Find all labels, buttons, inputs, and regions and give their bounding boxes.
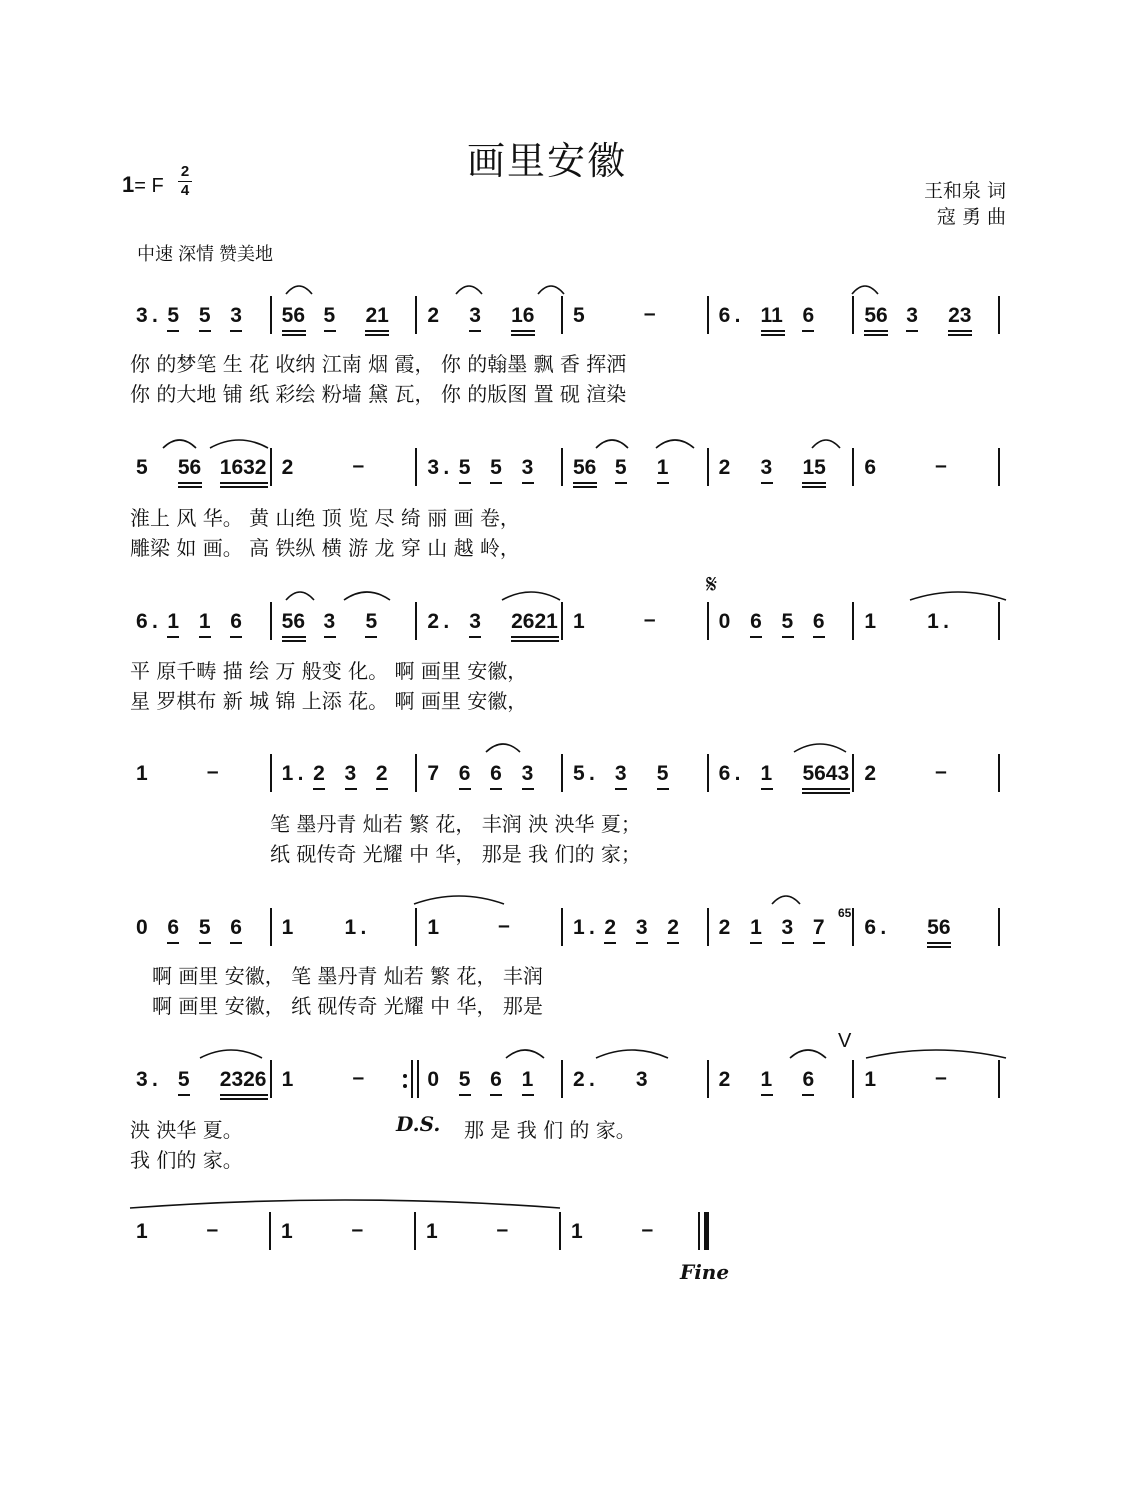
- barline: [415, 908, 417, 946]
- barline: [561, 754, 563, 792]
- lyric-line: 纸 砚传奇 光耀 中 华， 那是 我 们的 家；: [270, 842, 641, 866]
- barline: [270, 754, 272, 792]
- note: 3: [521, 456, 534, 479]
- beam-line: [813, 942, 825, 944]
- note: 5: [198, 304, 211, 327]
- beam-line: [522, 788, 534, 790]
- slur: [506, 1050, 544, 1058]
- note: 3: [323, 610, 336, 633]
- note: 1: [864, 610, 877, 633]
- note: 2: [667, 916, 679, 939]
- note: 1: [344, 916, 357, 939]
- barline: [852, 754, 854, 792]
- note: 0: [718, 610, 731, 633]
- slur: [794, 744, 846, 752]
- lyric-line: 啊 画里 安徽， 纸 砚传奇 光耀 中 华， 那是: [152, 994, 543, 1018]
- note: 1: [136, 1220, 148, 1243]
- beam-line: [178, 1094, 190, 1096]
- beam-line: [365, 334, 389, 336]
- slur: [656, 440, 694, 448]
- barline: [561, 1060, 563, 1098]
- note: 2326: [219, 1068, 267, 1091]
- dash-mark: –: [935, 1066, 947, 1089]
- lyric-line-ds: 那 是 我 们 的 家。: [464, 1118, 636, 1142]
- beam-line: [199, 942, 211, 944]
- note: 5643: [802, 762, 850, 785]
- note: 5: [573, 762, 585, 785]
- note: 6: [490, 1068, 502, 1091]
- beam-line: [782, 942, 794, 944]
- beam-line: [376, 788, 388, 790]
- note: 6: [718, 762, 731, 785]
- note: 0: [136, 916, 148, 939]
- augmentation-dot: .: [443, 610, 450, 633]
- note: 3: [760, 456, 773, 479]
- key-signature: [122, 172, 164, 198]
- final-barline-thin: [698, 1212, 700, 1250]
- note: 5: [458, 1068, 471, 1091]
- time-signature-top: 2: [180, 163, 190, 180]
- beam-line: [802, 788, 850, 790]
- beam-line: [761, 1094, 773, 1096]
- note: 3: [781, 916, 794, 939]
- beam-line: [199, 330, 211, 332]
- barline: [559, 1212, 561, 1250]
- note: 3: [521, 762, 534, 785]
- note: 6: [864, 916, 877, 939]
- barline: [270, 296, 272, 334]
- barline: [561, 448, 563, 486]
- beam-line: [864, 330, 888, 332]
- dash-mark: –: [498, 914, 510, 937]
- barline: [998, 448, 1000, 486]
- beam-line: [511, 636, 559, 638]
- slur: [486, 744, 520, 752]
- beam-line: [761, 334, 785, 336]
- beam-line: [230, 942, 242, 944]
- beam-line: [220, 486, 268, 488]
- note: 11: [760, 304, 783, 327]
- beam-line: [469, 330, 481, 332]
- note: 6: [864, 456, 877, 479]
- beam-line: [167, 942, 179, 944]
- barline: [561, 908, 563, 946]
- slur: [596, 1050, 668, 1058]
- dash-mark: –: [352, 454, 365, 477]
- note: 1: [573, 610, 585, 633]
- note: 5: [198, 916, 211, 939]
- beam-line: [230, 636, 242, 638]
- grace-notes: 65: [838, 906, 852, 920]
- beam-line: [657, 482, 669, 484]
- note: 1: [760, 762, 773, 785]
- note: 3: [136, 304, 148, 327]
- beam-line: [636, 942, 648, 944]
- dash-mark: –: [935, 760, 947, 783]
- note: 6: [802, 304, 815, 327]
- note: 1: [426, 1220, 438, 1243]
- beam-line: [459, 1094, 471, 1096]
- barline: [270, 448, 272, 486]
- note: 2: [573, 1068, 585, 1091]
- breath-mark: V: [838, 1030, 852, 1052]
- note: 5: [136, 456, 148, 479]
- ds-marking: D.S.: [396, 1112, 441, 1136]
- beam-line: [604, 942, 616, 944]
- repeat-barline: [417, 1060, 419, 1098]
- beam-line: [167, 636, 179, 638]
- beam-line: [199, 636, 211, 638]
- barline: [998, 754, 1000, 792]
- slur: [456, 286, 482, 294]
- dash-mark: –: [935, 454, 947, 477]
- time-signature-bottom: 4: [180, 182, 190, 199]
- note: 2: [281, 456, 294, 479]
- note: 3: [427, 456, 440, 479]
- note: 3: [344, 762, 357, 785]
- lyric-line: 泱 泱华 夏。: [130, 1118, 243, 1142]
- note: 7: [812, 916, 825, 939]
- barline: [269, 1212, 271, 1250]
- slur: [286, 592, 314, 600]
- augmentation-dot: .: [152, 304, 158, 327]
- slur: [130, 1200, 560, 1208]
- key-number: 1: [122, 172, 135, 197]
- note: 1: [571, 1220, 583, 1243]
- note: 1: [427, 916, 440, 939]
- barline: [414, 1212, 416, 1250]
- note: 3: [635, 916, 648, 939]
- note: 2: [864, 762, 877, 785]
- beam-line: [864, 334, 888, 336]
- augmentation-dot: .: [943, 610, 949, 633]
- note: 6: [718, 304, 731, 327]
- beam-line: [511, 640, 559, 642]
- note: 2: [718, 1068, 731, 1091]
- barline: [561, 296, 563, 334]
- barline: [415, 296, 417, 334]
- slur: [210, 440, 268, 448]
- note: 6: [458, 762, 471, 785]
- beam-line: [511, 330, 535, 332]
- barline: [998, 1060, 1000, 1098]
- beam-line: [345, 788, 357, 790]
- beam-line: [282, 636, 306, 638]
- slur: [163, 440, 196, 448]
- beam-line: [490, 1094, 502, 1096]
- beam-line: [490, 788, 502, 790]
- dash-mark: –: [496, 1218, 509, 1241]
- note: 5: [490, 456, 502, 479]
- augmentation-dot: .: [880, 916, 887, 939]
- lyric-line: 啊 画里 安徽， 笔 墨丹青 灿若 繁 花， 丰润: [152, 964, 543, 988]
- barline: [270, 1060, 272, 1098]
- note: 0: [427, 1068, 440, 1091]
- lyric-line: 你 的大地 铺 纸 彩绘 粉墙 黛 瓦， 你 的版图 置 砚 渲染: [130, 382, 627, 406]
- beam-line: [948, 334, 972, 336]
- beam-line: [927, 942, 951, 944]
- beam-line: [522, 482, 534, 484]
- note: 3: [469, 304, 481, 327]
- beam-line: [927, 946, 951, 948]
- augmentation-dot: .: [297, 762, 304, 785]
- note: 6: [230, 610, 242, 633]
- lyricist-credit: 王和泉 词: [923, 180, 1006, 202]
- beam-line: [313, 788, 325, 790]
- repeat-dot: [403, 1084, 407, 1088]
- note: 2: [313, 762, 325, 785]
- note: 1: [167, 610, 180, 633]
- note: 1: [281, 762, 294, 785]
- augmentation-dot: .: [152, 1068, 158, 1091]
- note: 1: [198, 610, 211, 633]
- note: 6: [136, 610, 148, 633]
- beam-line: [282, 640, 306, 642]
- augmentation-dot: .: [734, 304, 741, 327]
- beam-line: [167, 330, 179, 332]
- dash-mark: –: [206, 1218, 219, 1241]
- barline: [561, 602, 563, 640]
- beam-line: [220, 1098, 268, 1100]
- segno-sign: 𝄋: [706, 570, 718, 600]
- note: 2: [718, 916, 731, 939]
- note: 2: [375, 762, 388, 785]
- note: 56: [281, 304, 306, 327]
- augmentation-dot: .: [443, 456, 450, 479]
- note: 3: [635, 1068, 648, 1091]
- composer-credit: 寇 勇 曲: [936, 206, 1006, 228]
- augmentation-dot: .: [360, 916, 367, 939]
- note: 6: [802, 1068, 815, 1091]
- key-text: = F: [134, 175, 164, 197]
- note: 6: [230, 916, 242, 939]
- beam-line: [667, 942, 679, 944]
- note: 3: [906, 304, 918, 327]
- beam-line: [906, 330, 918, 332]
- note: 1: [136, 762, 148, 785]
- barline: [852, 908, 854, 946]
- note: 15: [802, 456, 826, 479]
- slur: [200, 1050, 262, 1058]
- beam-line: [220, 1094, 268, 1096]
- note: 5: [167, 304, 180, 327]
- note: 1: [656, 456, 669, 479]
- lyric-line: 淮上 风 华。 黄 山绝 顶 览 尽 绮 丽 画 卷，: [130, 506, 520, 530]
- augmentation-dot: .: [589, 762, 595, 785]
- beam-line: [324, 330, 336, 332]
- note: 56: [177, 456, 202, 479]
- song-title: 画里安徽: [466, 139, 627, 183]
- beam-line: [948, 330, 972, 332]
- note: 3: [469, 610, 481, 633]
- slur: [866, 1050, 1006, 1058]
- barline: [270, 602, 272, 640]
- beam-line: [282, 334, 306, 336]
- note: 1: [573, 916, 585, 939]
- barline: [852, 448, 854, 486]
- beam-line: [178, 482, 202, 484]
- lyric-line: 你 的梦笔 生 花 收纳 江南 烟 霞， 你 的翰墨 飘 香 挥洒: [130, 352, 627, 376]
- note: 6: [812, 610, 825, 633]
- note: 1: [281, 1220, 293, 1243]
- tempo-marking: 中速 深情 赞美地: [137, 244, 274, 264]
- beam-line: [469, 636, 481, 638]
- slur: [286, 286, 312, 294]
- beam-line: [761, 330, 785, 332]
- beam-line: [802, 1094, 814, 1096]
- note: 56: [864, 304, 888, 327]
- note: 5: [573, 304, 585, 327]
- dash-mark: –: [206, 760, 219, 783]
- beam-line: [282, 330, 306, 332]
- repeat-barline: [411, 1060, 413, 1098]
- note: 5: [781, 610, 794, 633]
- beam-line: [220, 482, 268, 484]
- beam-line: [802, 482, 826, 484]
- beam-line: [802, 792, 850, 794]
- barline: [852, 296, 854, 334]
- note: 6: [750, 610, 762, 633]
- beam-line: [365, 636, 377, 638]
- fine-marking: Fine: [680, 1260, 730, 1284]
- note: 3: [614, 762, 627, 785]
- dash-mark: –: [352, 1066, 365, 1089]
- dash-mark: –: [641, 1218, 654, 1241]
- beam-line: [657, 788, 669, 790]
- note: 56: [281, 610, 306, 633]
- slur: [414, 896, 504, 904]
- note: 2: [427, 304, 440, 327]
- slur: [772, 896, 800, 904]
- slur: [852, 286, 878, 294]
- augmentation-dot: .: [589, 1068, 595, 1091]
- beam-line: [761, 482, 773, 484]
- note: 3: [230, 304, 242, 327]
- barline: [998, 602, 1000, 640]
- note: 23: [948, 304, 972, 327]
- beam-line: [573, 486, 597, 488]
- note: 5: [458, 456, 471, 479]
- barline: [707, 296, 709, 334]
- lyric-line: 星 罗棋布 新 城 锦 上添 花。 啊 画里 安徽，: [130, 689, 528, 713]
- note: 5: [323, 304, 336, 327]
- note: 1: [281, 1068, 294, 1091]
- slur: [502, 592, 560, 600]
- beam-line: [802, 486, 826, 488]
- note: 1: [281, 916, 294, 939]
- beam-line: [511, 334, 535, 336]
- lyric-line: 我 们的 家。: [130, 1148, 243, 1172]
- barline: [707, 448, 709, 486]
- barline: [415, 754, 417, 792]
- note: 1632: [219, 456, 267, 479]
- lyric-line: 笔 墨丹青 灿若 繁 花， 丰润 泱 泱华 夏；: [270, 812, 641, 836]
- slur: [596, 440, 628, 448]
- beam-line: [750, 636, 762, 638]
- note: 2: [427, 610, 440, 633]
- slur: [790, 1050, 826, 1058]
- augmentation-dot: .: [589, 916, 595, 939]
- barline: [707, 908, 709, 946]
- note: 1: [750, 916, 762, 939]
- dash-mark: –: [643, 608, 656, 631]
- beam-line: [490, 482, 502, 484]
- barline: [852, 1060, 854, 1098]
- barline: [707, 754, 709, 792]
- note: 2: [604, 916, 617, 939]
- note: 3: [136, 1068, 148, 1091]
- slur: [344, 592, 390, 600]
- beam-line: [761, 788, 773, 790]
- note: 5: [177, 1068, 190, 1091]
- barline: [852, 602, 854, 640]
- note: 5: [365, 610, 378, 633]
- slur: [910, 592, 1006, 600]
- note: 1: [927, 610, 939, 633]
- lyric-line: 雕梁 如 画。 高 铁纵 横 游 龙 穿 山 越 岭，: [130, 536, 520, 560]
- note: 7: [427, 762, 440, 785]
- note: 5: [614, 456, 627, 479]
- note: 6: [490, 762, 502, 785]
- lyric-line: 平 原千畴 描 绘 万 般变 化。 啊 画里 安徽，: [130, 659, 528, 683]
- note: 1: [864, 1068, 877, 1091]
- barline: [998, 908, 1000, 946]
- beam-line: [459, 788, 471, 790]
- beam-line: [365, 330, 389, 332]
- barline: [998, 296, 1000, 334]
- final-barline-thick: [704, 1212, 709, 1250]
- repeat-dot: [403, 1074, 407, 1078]
- barline: [707, 602, 709, 640]
- time-signature: [178, 164, 192, 199]
- beam-line: [802, 330, 814, 332]
- beam-line: [615, 788, 627, 790]
- note: 2: [718, 456, 731, 479]
- beam-line: [324, 636, 336, 638]
- dash-mark: –: [351, 1218, 364, 1241]
- beam-line: [522, 1094, 534, 1096]
- slur: [538, 286, 564, 294]
- beam-line: [573, 482, 597, 484]
- beam-line: [750, 942, 762, 944]
- note: 21: [365, 304, 389, 327]
- barline: [270, 908, 272, 946]
- note: 56: [573, 456, 597, 479]
- beam-line: [782, 636, 794, 638]
- beam-line: [459, 482, 471, 484]
- note: 1: [760, 1068, 773, 1091]
- barline: [415, 602, 417, 640]
- note: 5: [656, 762, 669, 785]
- dash-mark: –: [643, 302, 656, 325]
- augmentation-dot: .: [152, 610, 158, 633]
- note: 16: [511, 304, 535, 327]
- note: 56: [927, 916, 951, 939]
- barline: [707, 1060, 709, 1098]
- beam-line: [615, 482, 627, 484]
- beam-line: [178, 486, 202, 488]
- note: 6: [167, 916, 180, 939]
- note: 2621: [511, 610, 558, 633]
- beam-line: [813, 636, 825, 638]
- augmentation-dot: .: [734, 762, 741, 785]
- slur: [812, 440, 840, 448]
- barline: [415, 448, 417, 486]
- note: 1: [521, 1068, 534, 1091]
- beam-line: [230, 330, 242, 332]
